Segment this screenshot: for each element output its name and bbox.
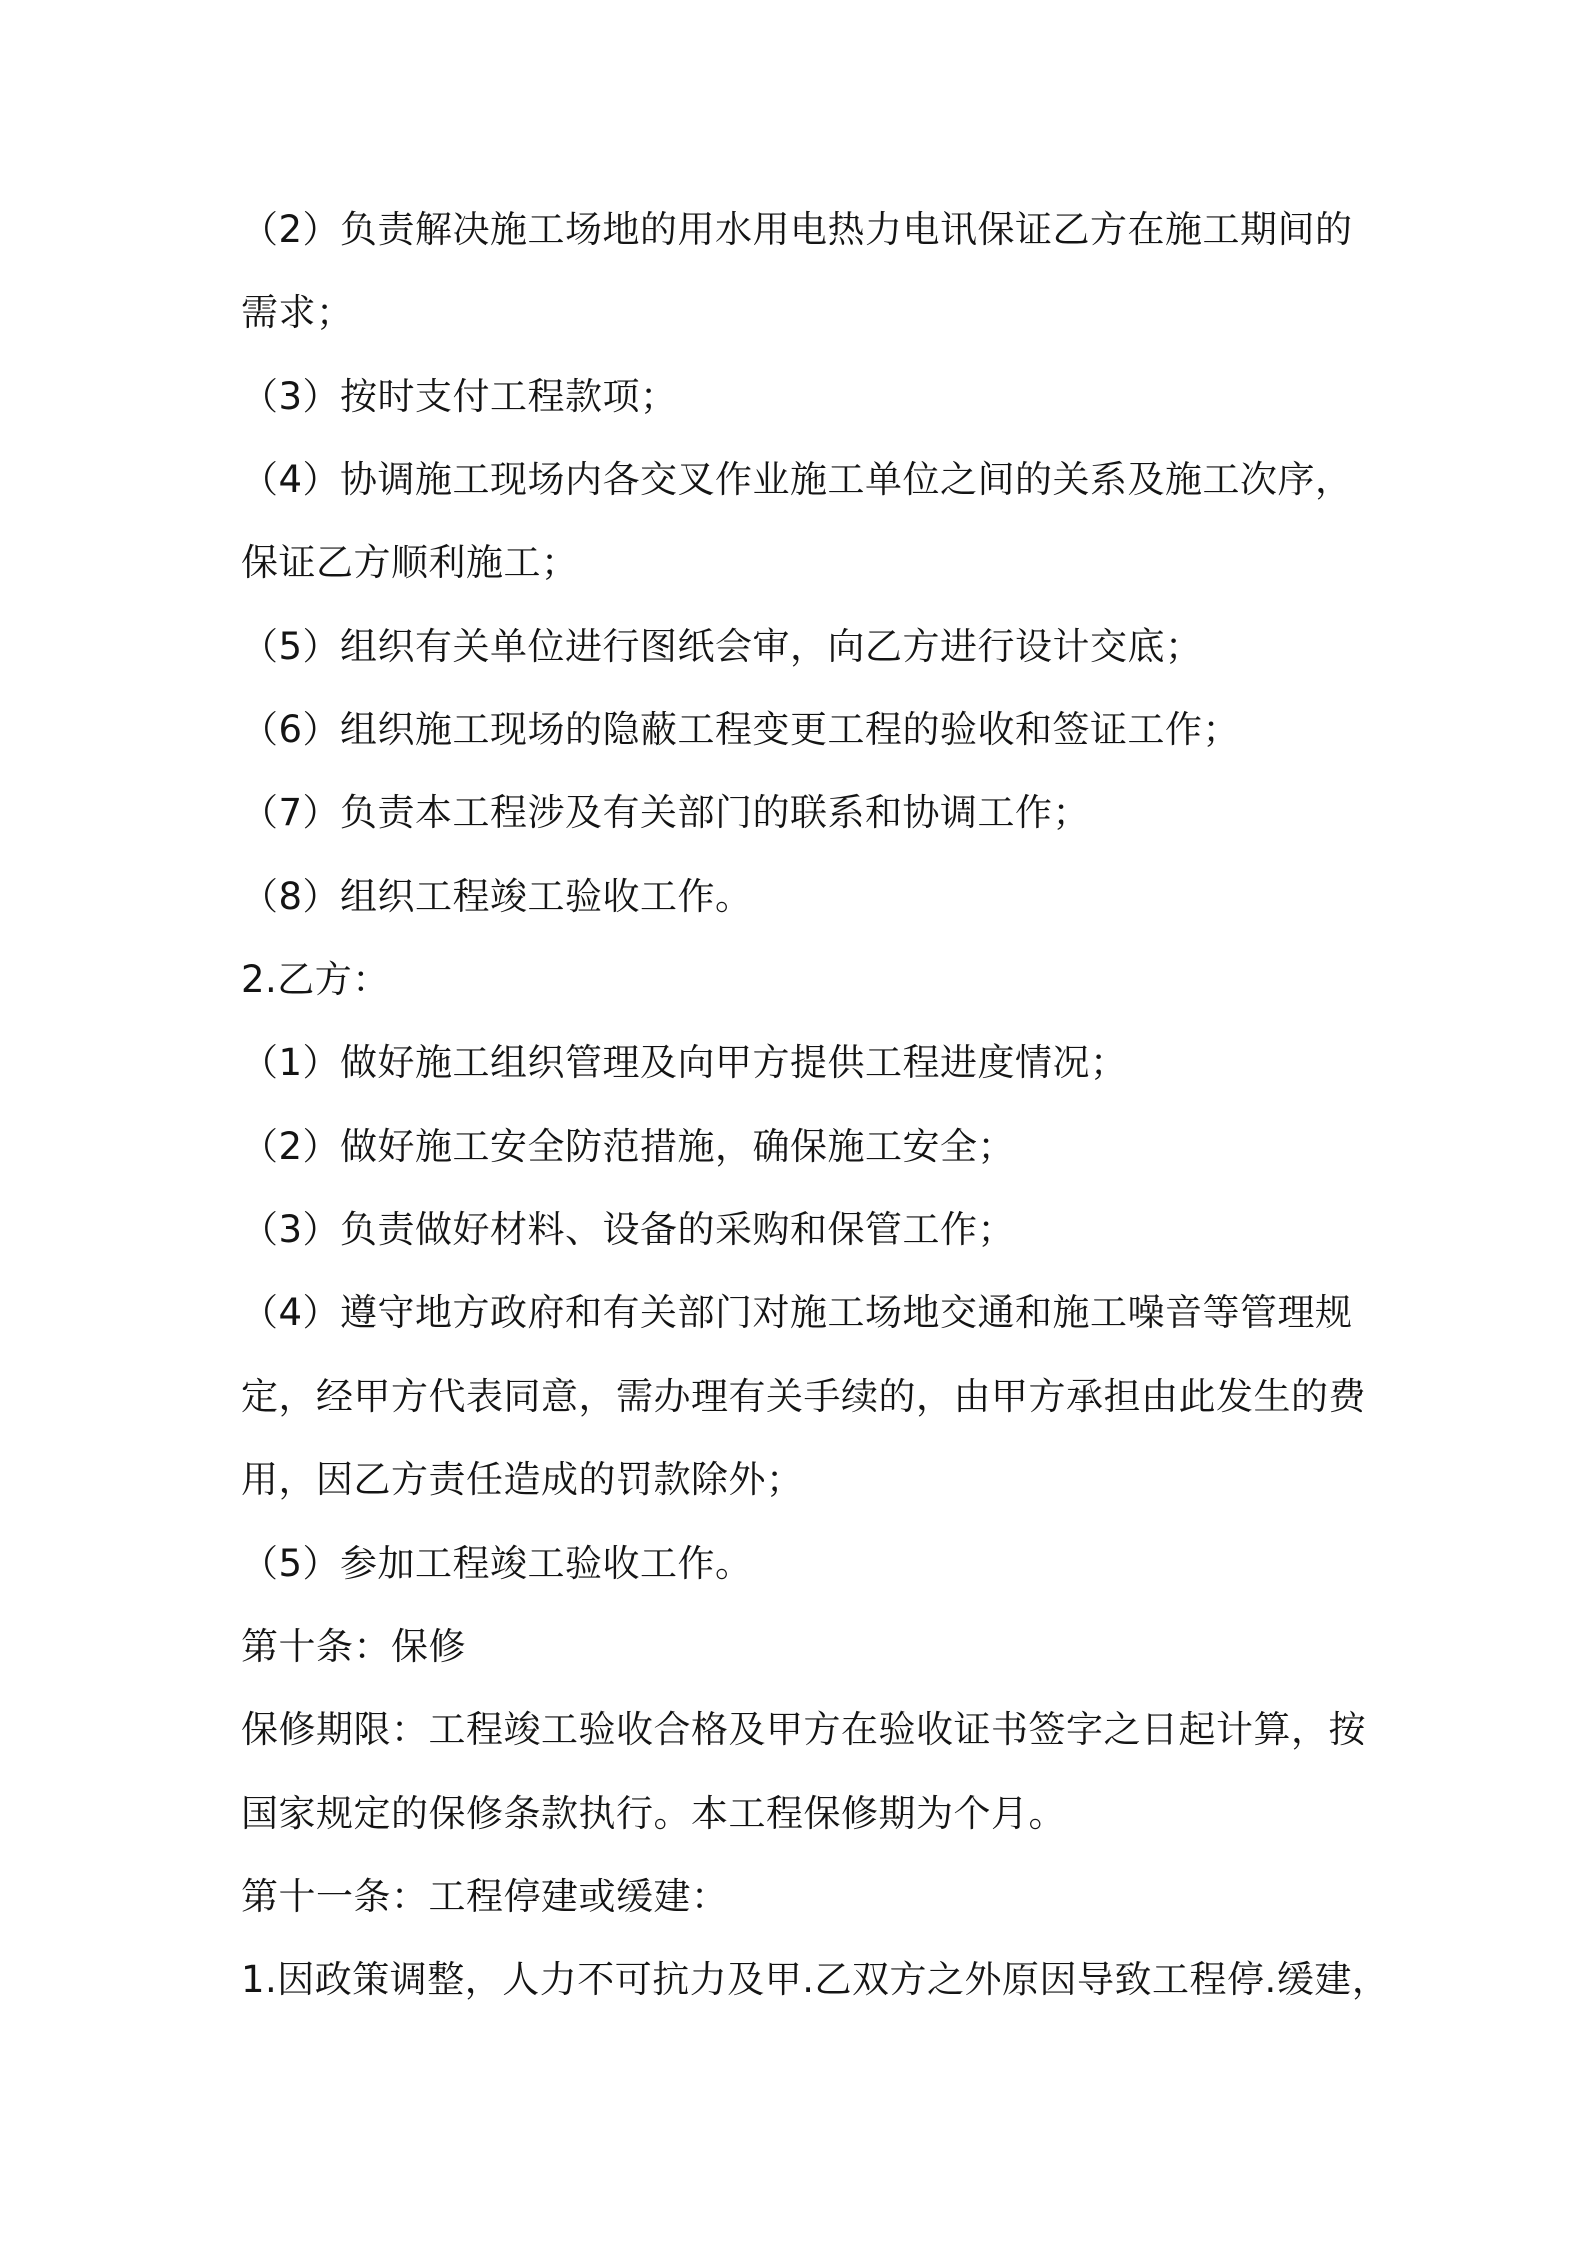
text-line-party-a-item-4: （4）协调施工现场内各交叉作业施工单位之间的关系及施工次序， <box>241 458 1353 501</box>
text-line-party-b-item-2: （2）做好施工安全防范措施，确保施工安全； <box>241 1125 1016 1168</box>
text-line-party-a-item-8: （8）组织工程竣工验收工作。 <box>241 875 753 918</box>
text-line-article-11-heading: 第十一条：工程停建或缓建： <box>241 1875 729 1918</box>
text-line-warranty-period-cont: 国家规定的保修条款执行。本工程保修期为个月。 <box>241 1792 1066 1835</box>
text-line-party-b-item-1: （1）做好施工组织管理及向甲方提供工程进度情况； <box>241 1041 1128 1084</box>
text-line-party-b-item-3: （3）负责做好材料、设备的采购和保管工作； <box>241 1208 1016 1251</box>
text-line-party-b-item-4-cont-1: 定，经甲方代表同意，需办理有关手续的，由甲方承担由此发生的费 <box>241 1375 1366 1418</box>
text-line-party-a-item-5: （5）组织有关单位进行图纸会审，向乙方进行设计交底； <box>241 625 1203 668</box>
text-line-party-a-item-6: （6）组织施工现场的隐蔽工程变更工程的验收和签证工作； <box>241 708 1241 751</box>
text-line-party-a-item-2-cont: 需求； <box>241 291 354 334</box>
text-line-party-a-item-3: （3）按时支付工程款项； <box>241 375 678 418</box>
text-line-party-b-item-4-cont-2: 用，因乙方责任造成的罚款除外； <box>241 1458 804 1501</box>
text-line-party-a-item-2: （2）负责解决施工场地的用水用电热力电讯保证乙方在施工期间的 <box>241 208 1353 251</box>
text-line-article-11-item-1: 1.因政策调整，人力不可抗力及甲.乙双方之外原因导致工程停.缓建， <box>241 1958 1390 2001</box>
text-line-party-a-item-4-cont: 保证乙方顺利施工； <box>241 541 579 584</box>
text-line-warranty-period: 保修期限：工程竣工验收合格及甲方在验收证书签字之日起计算，按 <box>241 1708 1366 1751</box>
text-line-party-b-item-4: （4）遵守地方政府和有关部门对施工场地交通和施工噪音等管理规 <box>241 1291 1353 1334</box>
text-line-party-b-item-5: （5）参加工程竣工验收工作。 <box>241 1542 753 1585</box>
text-line-party-a-item-7: （7）负责本工程涉及有关部门的联系和协调工作； <box>241 791 1091 834</box>
text-line-article-10-heading: 第十条：保修 <box>241 1625 466 1668</box>
text-line-party-b-heading: 2.乙方： <box>241 958 390 1001</box>
